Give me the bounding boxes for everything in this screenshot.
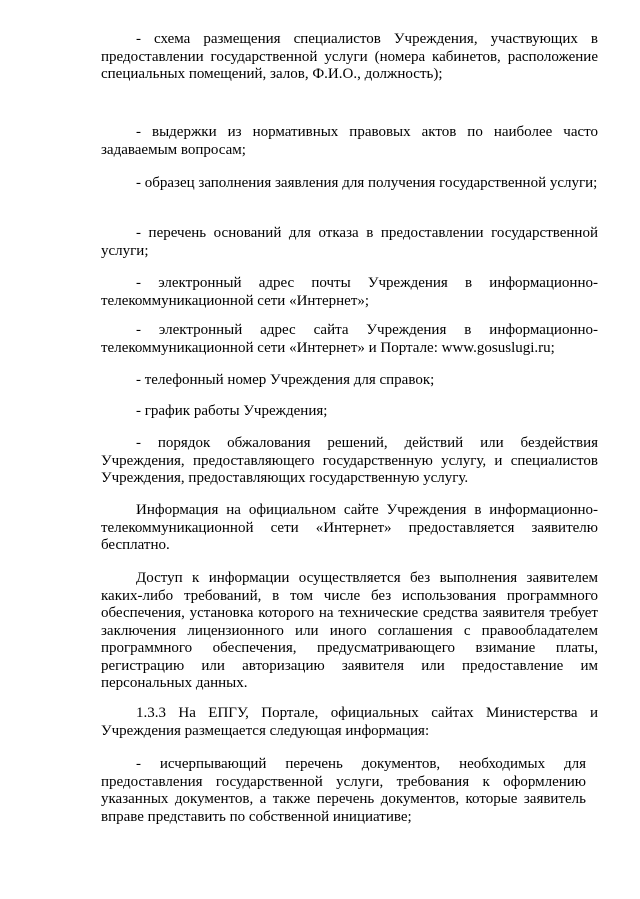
- paragraph-site-info: Информация на официальном сайте Учреждения в информационно-телекоммуникационной сети «Интернет» предоставляется заявителю бесплатно.: [101, 502, 598, 553]
- paragraph-sample: - образец заполнения заявления для получения государственной услуги;: [136, 175, 598, 191]
- paragraph-schedule: - график работы Учреждения;: [136, 403, 328, 419]
- paragraph-schema: - схема размещения специалистов Учреждения, участвующих в предоставлении государственной услуги (номера кабинетов, расположение специальных помещений, залов, Ф.И.О., должность);: [101, 31, 598, 82]
- paragraph-access: Доступ к информации осуществляется без выполнения заявителем каких-либо требований, в том числе без использования программного обеспечения, установка которого на технические средства заявителя требует заключения лицензионного или иного соглашения с правообладателем программного обеспечения, предусматривающего взимание платы, регистрацию или авторизацию заявителя или предоставление им персональных данных.: [101, 570, 598, 691]
- paragraph-appeal: - порядок обжалования решений, действий или бездействия Учреждения, предоставляющего государственную услугу, и специалистов Учреждения, предоставляющих государственную услугу.: [101, 435, 598, 486]
- paragraph-email: - электронный адрес почты Учреждения в информационно-телекоммуникационной сети «Интернет»;: [101, 275, 598, 309]
- paragraph-phone: - телефонный номер Учреждения для справок;: [136, 372, 435, 388]
- paragraph-website: - электронный адрес сайта Учреждения в информационно-телекоммуникационной сети «Интернет» и Портале: www.gosuslugi.ru;: [101, 322, 598, 356]
- paragraph-excerpts: - выдержки из нормативных правовых актов по наиболее часто задаваемым вопросам;: [101, 124, 598, 158]
- paragraph-refusal-grounds: - перечень оснований для отказа в предоставлении государственной услуги;: [101, 225, 598, 259]
- paragraph-section-1-3-3: 1.3.3 На ЕПГУ, Портале, официальных сайтах Министерства и Учреждения размещается следующая информация:: [101, 705, 598, 739]
- paragraph-documents-list: - исчерпывающий перечень документов, необходимых для предоставления государственной услуги, требования к оформлению указанных документов, а также перечень документов, которые заявитель вправе представить по собственной инициативе;: [101, 756, 586, 825]
